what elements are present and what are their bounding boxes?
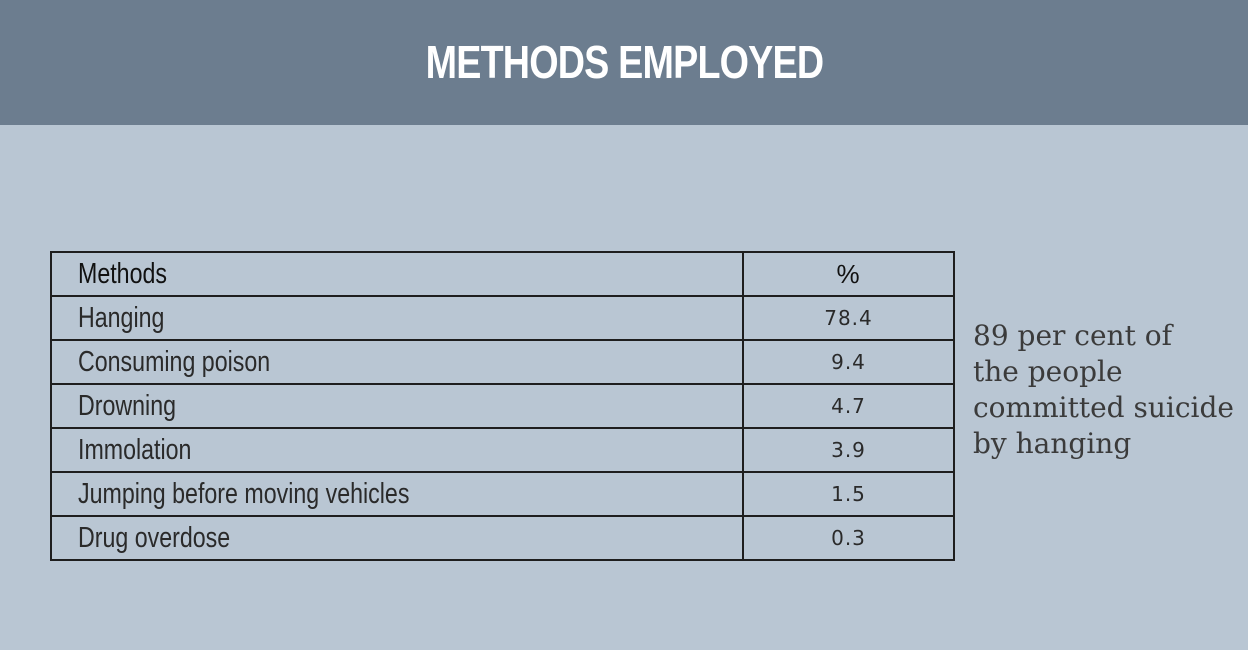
note-line: the people	[973, 355, 1123, 388]
page-title: METHODS EMPLOYED	[425, 35, 823, 88]
method-cell	[51, 472, 743, 516]
method-label: Jumping before moving vehicles	[78, 477, 410, 510]
note-line: by hanging	[973, 427, 1132, 460]
column-header-methods	[51, 252, 743, 296]
note-line: 89 per cent of	[973, 319, 1172, 352]
method-label: Hanging	[78, 301, 165, 334]
percent-cell: 9.4	[743, 340, 954, 384]
column-header-percent: %	[743, 252, 954, 296]
table-body	[51, 296, 954, 560]
note-line: committed suicide	[973, 391, 1234, 424]
method-label: Drug overdose	[78, 521, 231, 554]
method-cell	[51, 296, 743, 340]
percent-cell: 1.5	[743, 472, 954, 516]
table-row	[51, 340, 954, 384]
table-row	[51, 472, 954, 516]
table-row	[51, 384, 954, 428]
table-row	[51, 296, 954, 340]
methods-table-container	[50, 251, 953, 554]
header-banner	[0, 0, 1248, 125]
percent-cell: 3.9	[743, 428, 954, 472]
table-row	[51, 428, 954, 472]
percent-cell: 0.3	[743, 516, 954, 560]
table-header-row	[51, 252, 954, 296]
method-label: Immolation	[78, 433, 192, 466]
method-label: Drowning	[78, 389, 176, 422]
method-label: Consuming poison	[78, 345, 271, 378]
percent-cell: 4.7	[743, 384, 954, 428]
method-cell	[51, 384, 743, 428]
hanging-note	[973, 318, 1238, 462]
method-cell	[51, 340, 743, 384]
methods-table	[50, 251, 955, 561]
method-cell	[51, 516, 743, 560]
method-cell	[51, 428, 743, 472]
column-header-methods-text: Methods	[78, 257, 167, 290]
percent-cell: 78.4	[743, 296, 954, 340]
table-row	[51, 516, 954, 560]
